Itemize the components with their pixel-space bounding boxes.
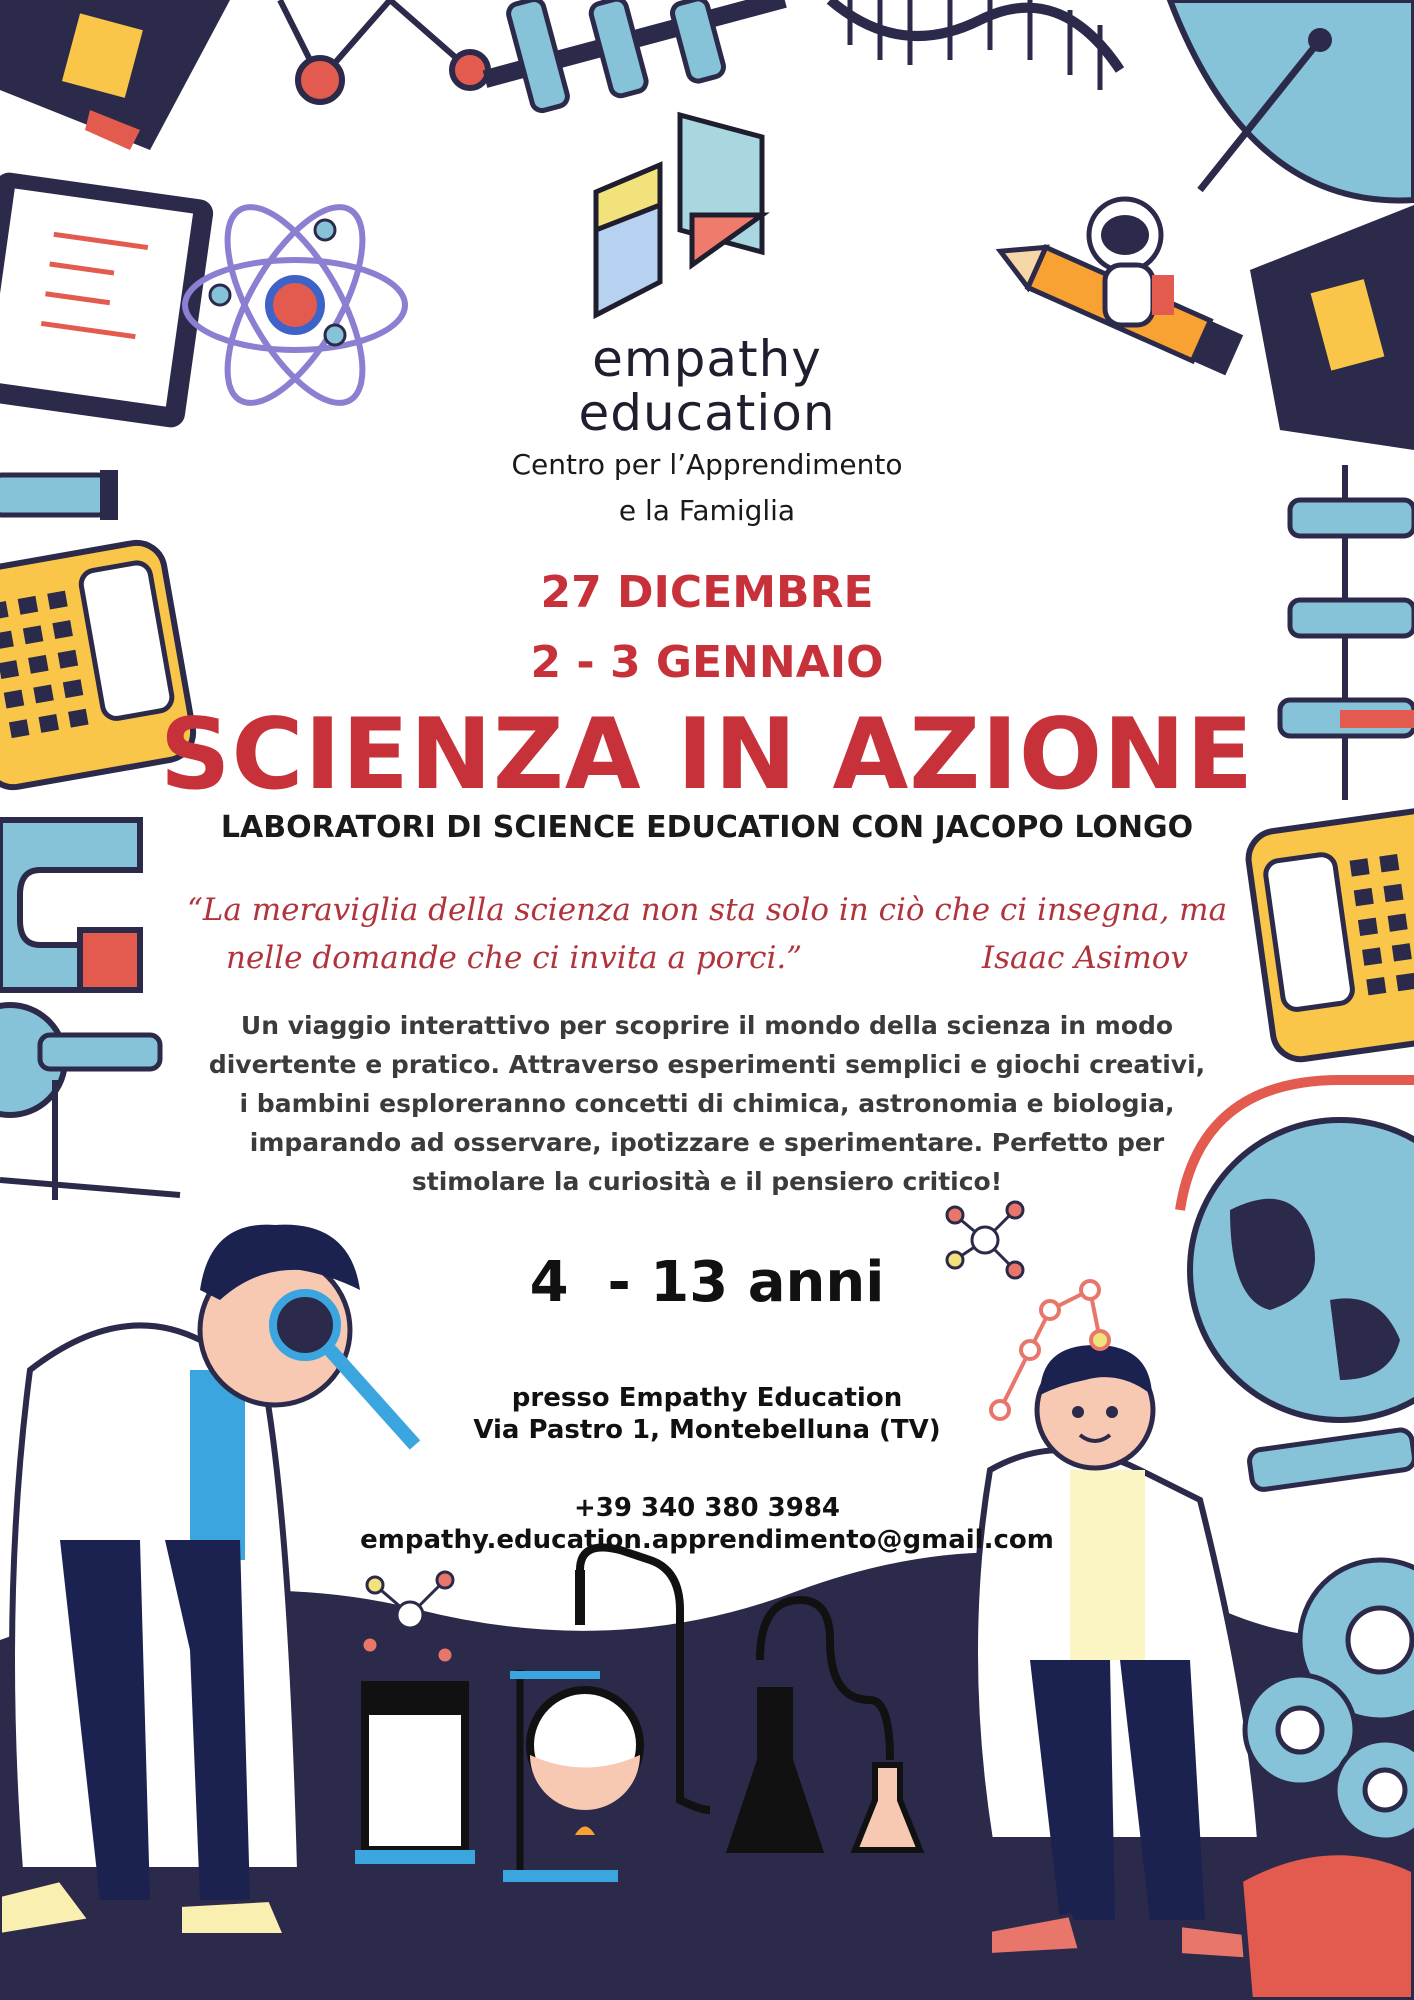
event-dates xyxy=(0,558,1414,698)
description-line: Un viaggio interattivo per scoprire il mondo della scienza in modo xyxy=(240,1011,1174,1040)
center-name xyxy=(0,442,1414,534)
logo-wordmark xyxy=(0,332,1414,440)
description-line: imparando ad osservare, ipotizzare e sperimentare. Perfetto per xyxy=(249,1128,1165,1157)
event-date-1: 27 DICEMBRE xyxy=(540,567,874,618)
quote-author: Isaac Asimov xyxy=(981,940,1188,976)
quote-line-1: “La meraviglia della scienza non sta solo in ciò che ci insegna, ma xyxy=(186,892,1228,928)
logo-line-2: education xyxy=(578,384,836,442)
description xyxy=(0,1006,1414,1201)
quote-line-2-row xyxy=(0,934,1414,982)
satellite-dish-icon xyxy=(1170,0,1414,200)
phone-number[interactable]: +39 340 380 3984 xyxy=(573,1493,841,1523)
book-icon xyxy=(0,0,230,150)
contact-info xyxy=(0,1492,1414,1556)
description-line: divertente e pratico. Attraverso esperimenti semplici e giochi creativi, xyxy=(208,1050,1206,1079)
venue-line-1: presso Empathy Education xyxy=(511,1383,903,1413)
email-address[interactable]: empathy.education.apprendimento@gmail.com xyxy=(360,1525,1054,1555)
dna-icon xyxy=(830,0,1120,90)
page-title: SCIENZA IN AZIONE xyxy=(159,698,1255,812)
logo-line-1: empathy xyxy=(592,330,822,388)
description-line: i bambini esploreranno concetti di chimica, astronomia e biologia, xyxy=(239,1089,1175,1118)
venue xyxy=(0,1382,1414,1446)
quote-line-2: nelle domande che ci invita a porci.” xyxy=(226,940,803,976)
venue-address: Via Pastro 1, Montebelluna (TV) xyxy=(473,1415,941,1445)
subtitle: LABORATORI DI SCIENCE EDUCATION CON JACOPO LONGO xyxy=(220,810,1194,845)
quote xyxy=(0,886,1414,982)
molecule-icon xyxy=(280,0,488,102)
event-date-2: 2 - 3 GENNAIO xyxy=(530,637,884,688)
center-name-line-1: Centro per l’Apprendimento xyxy=(511,448,903,481)
microscope-icon xyxy=(1240,1852,1414,2000)
description-line: stimolare la curiosità e il pensiero critico! xyxy=(411,1167,1003,1196)
center-name-line-2: e la Famiglia xyxy=(618,494,796,527)
logo-icon xyxy=(596,115,762,315)
test-tube-rack-icon xyxy=(483,0,787,113)
age-range: 4 - 13 anni xyxy=(529,1250,885,1315)
